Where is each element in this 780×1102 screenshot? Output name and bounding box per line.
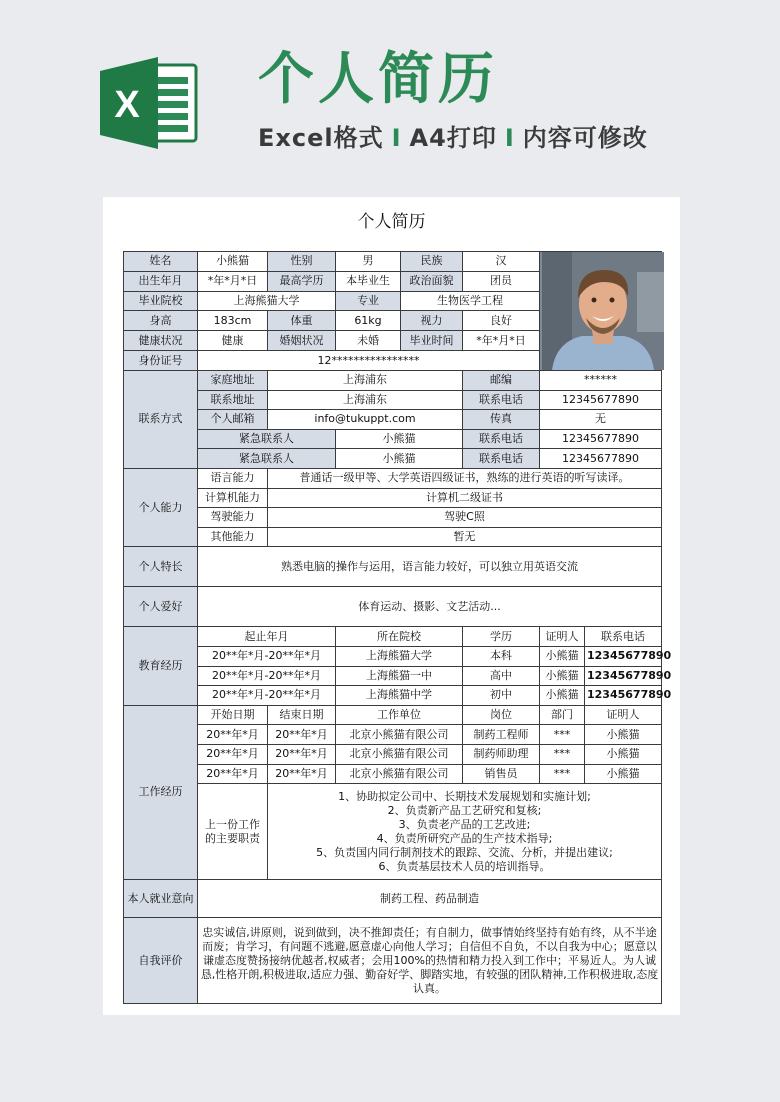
svg-text:X: X: [114, 84, 140, 126]
duty-item: 2、负责新产品工艺研究和复核;: [387, 803, 542, 817]
work-header: 结束日期: [268, 705, 336, 725]
height-label: 身高: [124, 311, 198, 331]
work-company[interactable]: 北京小熊猫有限公司: [336, 764, 463, 784]
intention-section-label: 本人就业意向: [124, 880, 198, 918]
edu-header: 联系电话: [585, 627, 662, 647]
graduation-value[interactable]: *年*月*日: [463, 331, 540, 351]
home-address-value[interactable]: 上海浦东: [268, 371, 463, 391]
work-department[interactable]: ***: [540, 744, 585, 764]
ability-value[interactable]: 驾驶C照: [268, 508, 662, 528]
specialty-value[interactable]: 熟悉电脑的操作与运用，语言能力较好，可以独立用英语交流: [198, 547, 662, 587]
birth-label: 出生年月: [124, 271, 198, 291]
health-label: 健康状况: [124, 331, 198, 351]
work-start[interactable]: 20**年*月: [198, 744, 268, 764]
ability-value[interactable]: 暂无: [268, 527, 662, 547]
phone-value[interactable]: 12345677890: [540, 390, 662, 410]
politics-label: 政治面貌: [401, 271, 463, 291]
work-referee[interactable]: 小熊猫: [585, 744, 662, 764]
work-department[interactable]: ***: [540, 764, 585, 784]
edu-phone[interactable]: 12345677890: [585, 686, 662, 706]
ability-label: 其他能力: [198, 527, 268, 547]
marital-label: 婚姻状况: [268, 331, 336, 351]
edu-school[interactable]: 上海熊猫一中: [336, 666, 463, 686]
feature-separator: I: [391, 124, 402, 152]
edu-school[interactable]: 上海熊猫中学: [336, 686, 463, 706]
graduation-label: 毕业时间: [401, 331, 463, 351]
edu-referee[interactable]: 小熊猫: [540, 666, 585, 686]
work-end[interactable]: 20**年*月: [268, 725, 336, 745]
edu-phone[interactable]: 12345677890: [585, 646, 662, 666]
education-level-value[interactable]: 本毕业生: [336, 271, 401, 291]
work-header: 部门: [540, 705, 585, 725]
contact-address-label: 联系地址: [198, 390, 268, 410]
work-start[interactable]: 20**年*月: [198, 764, 268, 784]
work-department[interactable]: ***: [540, 725, 585, 745]
work-referee[interactable]: 小熊猫: [585, 764, 662, 784]
emergency-contact-label: 紧急联系人: [198, 429, 336, 449]
emergency-contact-label: 紧急联系人: [198, 449, 336, 469]
resume-table: [123, 251, 672, 1004]
email-value[interactable]: info@tukuppt.com: [268, 410, 463, 430]
work-header: 工作单位: [336, 705, 463, 725]
name-label: 姓名: [124, 252, 198, 272]
height-value[interactable]: 183cm: [198, 311, 268, 331]
edu-header: 证明人: [540, 627, 585, 647]
resume-sheet: [103, 197, 680, 1015]
edu-header: 所在院校: [336, 627, 463, 647]
zip-label: 邮编: [463, 371, 540, 391]
edu-school[interactable]: 上海熊猫大学: [336, 646, 463, 666]
school-value[interactable]: 上海熊猫大学: [198, 291, 336, 311]
specialty-section-label: 个人特长: [124, 547, 198, 587]
emergency-contact-name[interactable]: 小熊猫: [336, 449, 463, 469]
work-start[interactable]: 20**年*月: [198, 725, 268, 745]
health-value[interactable]: 健康: [198, 331, 268, 351]
politics-value[interactable]: 团员: [463, 271, 540, 291]
ethnicity-value[interactable]: 汉: [463, 252, 540, 272]
ability-value[interactable]: 计算机二级证书: [268, 488, 662, 508]
header: [0, 0, 780, 195]
feature-separator: I: [504, 124, 515, 152]
self-eval-section-label: 自我评价: [124, 918, 198, 1004]
edu-degree[interactable]: 高中: [463, 666, 540, 686]
duty-item: 4、负责所研究产品的生产技术指导;: [376, 831, 553, 845]
phone-label: 联系电话: [463, 390, 540, 410]
edu-header: 学历: [463, 627, 540, 647]
duties-label: 上一份工作的主要职责: [198, 784, 268, 880]
header-title: 个人简历: [258, 47, 498, 112]
emergency-phone-value[interactable]: 12345677890: [540, 449, 662, 469]
profile-photo: [540, 252, 662, 371]
weight-value[interactable]: 61kg: [336, 311, 401, 331]
edu-phone[interactable]: 12345677890: [585, 666, 662, 686]
work-header: 岗位: [463, 705, 540, 725]
work-company[interactable]: 北京小熊猫有限公司: [336, 744, 463, 764]
work-position[interactable]: 销售员: [463, 764, 540, 784]
work-end[interactable]: 20**年*月: [268, 744, 336, 764]
ethnicity-label: 民族: [401, 252, 463, 272]
email-label: 个人邮箱: [198, 410, 268, 430]
fax-label: 传真: [463, 410, 540, 430]
feature-editable: 内容可修改: [522, 124, 648, 152]
edu-period[interactable]: 20**年*月-20**年*月: [198, 666, 336, 686]
duty-item: 3、负责老产品的工艺改进;: [398, 817, 531, 831]
id-number-label: 身份证号: [124, 351, 198, 371]
contact-address-value[interactable]: 上海浦东: [268, 390, 463, 410]
edu-header: 起止年月: [198, 627, 336, 647]
work-position[interactable]: 制药工程师: [463, 725, 540, 745]
zip-value[interactable]: ******: [540, 371, 662, 391]
contact-section-label: 联系方式: [124, 371, 198, 469]
portrait-image-icon: [542, 252, 664, 370]
education-level-label: 最高学历: [268, 271, 336, 291]
edu-period[interactable]: 20**年*月-20**年*月: [198, 646, 336, 666]
work-header: 证明人: [585, 705, 662, 725]
hobby-section-label: 个人爱好: [124, 587, 198, 627]
birth-value[interactable]: *年*月*日: [198, 271, 268, 291]
edu-referee[interactable]: 小熊猫: [540, 646, 585, 666]
duty-item: 1、协助拟定公司中、长期技术发展规划和实施计划;: [338, 789, 591, 803]
weight-label: 体重: [268, 311, 336, 331]
gender-value[interactable]: 男: [336, 252, 401, 272]
ability-label: 语言能力: [198, 468, 268, 488]
emergency-contact-name[interactable]: 小熊猫: [336, 429, 463, 449]
header-features: [258, 121, 648, 155]
work-section-label: 工作经历: [124, 705, 198, 879]
excel-logo-icon: [100, 57, 200, 149]
duty-item: 6、负责基层技术人员的培训指导。: [378, 859, 551, 873]
emergency-phone-label: 联系电话: [463, 429, 540, 449]
education-section-label: 教育经历: [124, 627, 198, 705]
duties-list[interactable]: [268, 784, 662, 880]
edu-degree[interactable]: 本科: [463, 646, 540, 666]
id-number-value[interactable]: 12****************: [198, 351, 540, 371]
hobby-value[interactable]: 体育运动、摄影、文艺活动...: [198, 587, 662, 627]
duty-item: 5、负责国内同行制剂技术的跟踪、交流、分析，并提出建议;: [316, 845, 613, 859]
vision-value[interactable]: 良好: [463, 311, 540, 331]
vision-label: 视力: [401, 311, 463, 331]
name-value[interactable]: 小熊猫: [198, 252, 268, 272]
work-referee[interactable]: 小熊猫: [585, 725, 662, 745]
feature-print: A4打印: [409, 124, 497, 152]
edu-period[interactable]: 20**年*月-20**年*月: [198, 686, 336, 706]
self-eval-value[interactable]: 忠实诚信,讲原则，说到做到，决不推卸责任；有自制力，做事情始终坚持有始有终，从不半途而废；肯学习，有问题不逃避,愿意虚心向他人学习；自信但不自负，不以自我为中心；愿意以谦虚态度赞扬接纳优越者,权威者；会用100%的热情和精力投入到工作中；平易近人。为人诚恳,性格开朗,积极进取,适应力强、勤奋好学、脚踏实地，有较强的团队精神,工作积极进取,态度认真。: [198, 918, 662, 1004]
work-header: 开始日期: [198, 705, 268, 725]
ability-label: 驾驶能力: [198, 508, 268, 528]
emergency-phone-label: 联系电话: [463, 449, 540, 469]
edu-referee[interactable]: 小熊猫: [540, 686, 585, 706]
home-address-label: 家庭地址: [198, 371, 268, 391]
edu-degree[interactable]: 初中: [463, 686, 540, 706]
work-position[interactable]: 制药师助理: [463, 744, 540, 764]
major-label: 专业: [336, 291, 401, 311]
fax-value[interactable]: 无: [540, 410, 662, 430]
marital-value[interactable]: 未婚: [336, 331, 401, 351]
feature-format: Excel格式: [258, 124, 384, 152]
ability-label: 计算机能力: [198, 488, 268, 508]
work-company[interactable]: 北京小熊猫有限公司: [336, 725, 463, 745]
ability-section-label: 个人能力: [124, 468, 198, 546]
ability-value[interactable]: 普通话一级甲等、大学英语四级证书，熟练的进行英语的听写读译。: [268, 468, 662, 488]
emergency-phone-value[interactable]: 12345677890: [540, 429, 662, 449]
intention-value[interactable]: 制药工程、药品制造: [198, 880, 662, 918]
resume-title: 个人简历: [357, 212, 426, 232]
work-end[interactable]: 20**年*月: [268, 764, 336, 784]
school-label: 毕业院校: [124, 291, 198, 311]
gender-label: 性别: [268, 252, 336, 272]
major-value[interactable]: 生物医学工程: [401, 291, 540, 311]
